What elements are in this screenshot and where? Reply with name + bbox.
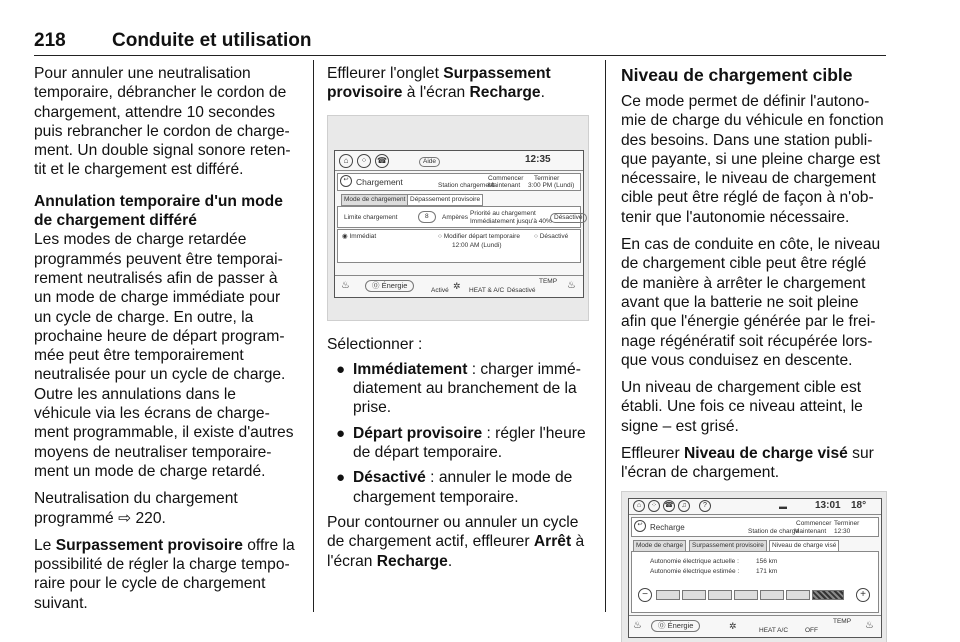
clock: 12:35 xyxy=(525,153,551,165)
option-list xyxy=(327,360,589,507)
decrease-button: − xyxy=(638,588,652,602)
outside-temperature: 18° xyxy=(851,499,867,511)
page-reference: 220. xyxy=(135,509,166,527)
home-icon: ⌂ xyxy=(633,500,645,512)
tab-charge-mode: Mode de charge xyxy=(633,540,686,552)
charge-level-bar xyxy=(656,588,846,602)
page-number: 218 xyxy=(34,30,66,51)
seat-heat-icon: ♨ xyxy=(633,619,642,631)
energy-icon: ⓪ xyxy=(372,280,380,290)
list-item: ● Départ provisoire : régler l'heure de départ temporaire. xyxy=(336,424,586,462)
seat-icon: ♨ xyxy=(567,279,576,291)
list-item: ● Désactivé : annuler le mode de chargement temporaire. xyxy=(336,469,573,506)
cross-reference-arrow-icon: ⇨ xyxy=(118,509,132,527)
paragraph: Pour contourner ou annuler un cycle de chargement actif, effleurer Arrêt à l'écran Recharge. xyxy=(327,513,585,570)
target-charge-screen-illustration: ⌂ ⁘ ☎ ♫ ? ▬ 13:01 18° ↩ Recharge Station de charge Commencer Maintenant Terminer 12:30 Mode de charge Surpassement provisoire Niveau de charge visé Autonomie électrique actuelle : 156 km Autonomie électrique estimée : 171 km − + ♨ ⓪ Énergie ✲ HEAT A/C OFF TEMP ♨ xyxy=(621,491,887,642)
tab-charge-mode: Mode de chargement xyxy=(341,194,408,206)
tab-temporary-override: Surpassement provisoire xyxy=(689,540,767,552)
phone-icon: ☎ xyxy=(663,500,675,512)
column-divider xyxy=(313,60,314,612)
apps-icon: ⁘ xyxy=(648,500,660,512)
column-3 xyxy=(621,64,887,642)
paragraph: Un niveau de chargement cible est établi. Une fois ce niveau atteint, le signe – est grisé. xyxy=(621,379,863,435)
seat-heat-icon: ♨ xyxy=(341,279,350,291)
page-title: Conduite et utilisation xyxy=(112,30,312,51)
paragraph: Les modes de charge retardée programmés peuvent être temporairement neutralisés afin de passer à un mode de charge immédiate pour un cycle de charge. En outre, la prochaine heure de départ programmée peut être temporairement neutralisée pour un cycle de charge. Outre les annulations dans le véhicule via les écrans de chargement programmable, il existe d'autres moyens de neutraliser temporairement un mode de charge retardé. xyxy=(34,231,294,480)
seat-icon: ♨ xyxy=(865,619,874,631)
fan-icon: ✲ xyxy=(729,620,737,631)
home-icon: ⌂ xyxy=(339,154,353,168)
section-heading: Niveau de chargement cible xyxy=(621,65,853,85)
paragraph: Effleurer Niveau de charge visé sur l'écran de chargement. xyxy=(621,445,874,482)
paragraph: Pour annuler une neutralisation temporaire, débrancher le cordon de chargement, attendre 10 secondes puis rebrancher le cordon de chargement. Un double signal sonore retentit et le chargement est différé. xyxy=(34,65,291,179)
back-icon: ↩ xyxy=(340,175,352,187)
clock: 13:01 xyxy=(815,499,841,511)
section-heading: Annulation temporaire d'un mode de chargement différé xyxy=(34,192,283,230)
help-button: Aide xyxy=(419,157,440,167)
fan-icon: ✲ xyxy=(453,280,461,291)
page-header xyxy=(34,28,886,56)
media-icon: ♫ xyxy=(678,500,690,512)
column-1 xyxy=(34,64,296,621)
energy-button: ⓪ Énergie xyxy=(365,280,414,292)
paragraph: Neutralisation du chargement programmé ⇨ 220. xyxy=(34,490,238,527)
paragraph: En cas de conduite en côte, le niveau de chargement cible peut être réglé de manière à arrêter le chargement avant que la batterie ne soit pleine afin que l'énergie générée par le freinage régénératif soit récupérée lorsque vous conduisez en descente. xyxy=(621,236,881,369)
apps-icon: ⁘ xyxy=(357,154,371,168)
charging-screen-illustration: ⌂ ⁘ ☎ Aide 12:35 ↩ Chargement Station chargement Commencer Maintenant Terminer 3:00 PM (Lundi) Mode de chargement Dépassement provisoire Limite chargement 8 Ampères Priorité au chargement Immédiatement jusqu'à 40% Désactivé ◉ Immédiat ○ Modifier départ temporaire 12:00 AM (Lundi) ○ Désactivé ♨ ⓪ Énergie Activé ✲ HEAT & A/C Désactivé TEMP ♨ xyxy=(327,115,589,321)
back-icon: ↩ xyxy=(634,520,646,532)
help-icon: ? xyxy=(699,500,711,512)
energy-button: ⓪ Énergie xyxy=(651,620,700,632)
phone-icon: ☎ xyxy=(375,154,389,168)
battery-icon: ▬ xyxy=(779,501,787,511)
tab-temporary-override: Dépassement provisoire xyxy=(407,194,483,206)
paragraph: Sélectionner : xyxy=(327,335,423,353)
list-item: ● Immédiatement : charger immédiatement au branchement de la prise. xyxy=(336,360,581,417)
tab-target-charge-level: Niveau de charge visé xyxy=(769,540,839,552)
paragraph: Effleurer l'onglet Surpassement provisoire à l'écran Recharge. xyxy=(327,65,551,102)
paragraph: Le Surpassement provisoire offre la possibilité de régler la charge temporaire pour le cycle de chargement suivant. xyxy=(34,536,295,612)
paragraph: Ce mode permet de définir l'autonomie de charge du véhicule en fonction des besoins. Dans une station publique payante, si une pleine charge est nécessaire, le niveau de chargement cible peut être réglé de façon à n'obtenir que l'autonomie nécessaire. xyxy=(621,93,884,226)
increase-button: + xyxy=(856,588,870,602)
energy-icon: ⓪ xyxy=(658,620,666,630)
column-divider xyxy=(605,60,606,612)
column-2 xyxy=(327,64,589,579)
